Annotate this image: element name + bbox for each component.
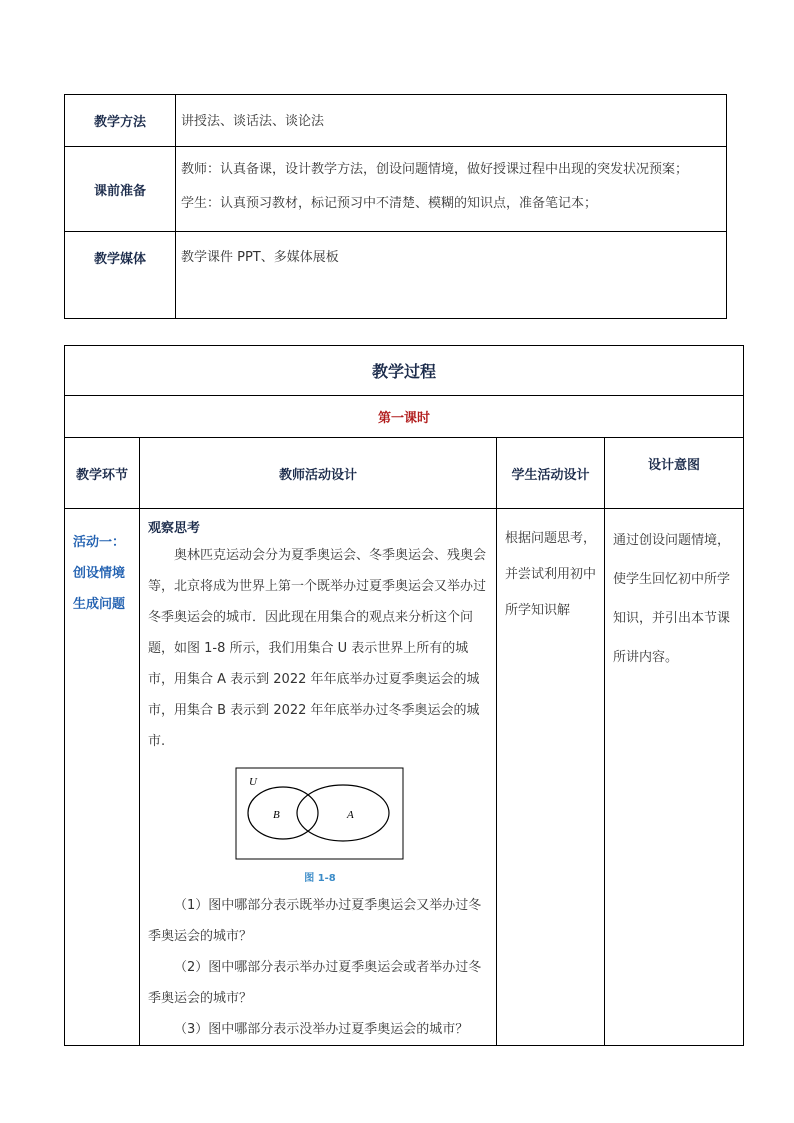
subhead: 观察思考 bbox=[148, 521, 201, 536]
set-a-ellipse bbox=[297, 785, 389, 841]
process-table bbox=[64, 345, 744, 1046]
intent-cell bbox=[605, 509, 744, 1046]
prep-label: 课前准备 bbox=[65, 147, 176, 232]
period-label: 第一课时 bbox=[65, 396, 744, 438]
student-cell bbox=[497, 509, 605, 1046]
student-activity: 根据问题思考，并尝试利用初中所学知识解 bbox=[505, 531, 597, 618]
header-student: 学生活动设计 bbox=[497, 438, 605, 509]
prep-student: 学生：认真预习教材，标记预习中不清楚、模糊的知识点，准备笔记本； bbox=[181, 196, 598, 211]
venn-diagram bbox=[235, 767, 405, 861]
method-content: 讲授法、谈话法、谈论法 bbox=[176, 95, 727, 147]
label-u: U bbox=[249, 776, 257, 788]
question-2: （2）图中哪部分表示举办过夏季奥运会或者举办过冬季奥运会的城市？ bbox=[148, 960, 482, 1006]
header-intent: 设计意图 bbox=[605, 438, 744, 509]
question-1: （1）图中哪部分表示既举办过夏季奥运会又举办过冬季奥运会的城市？ bbox=[148, 898, 482, 944]
prep-content bbox=[176, 147, 727, 232]
question-3: （3）图中哪部分表示没举办过夏季奥运会的城市？ bbox=[174, 1022, 469, 1037]
stage-cell bbox=[65, 509, 140, 1046]
venn-figure bbox=[235, 767, 405, 884]
stage-line1: 活动一： bbox=[73, 535, 126, 550]
header-stage: 教学环节 bbox=[65, 438, 140, 509]
process-title: 教学过程 bbox=[65, 346, 744, 396]
figure-caption: 图 1-8 bbox=[304, 873, 336, 884]
info-table bbox=[64, 94, 727, 319]
activity-paragraph: 奥林匹克运动会分为夏季奥运会、冬季奥运会、残奥会等，北京将成为世界上第一个既举办过夏季奥运会又举办过冬季奥运会的城市．因此现在用集合的观点来分析这个问题，如图 1-8 所示，我们用集合 U 表示世界上所有的城市，用集合 A 表示到 2022 年年底举办过夏季奥运会的城市，用集合 B 表示到 2022 年年底举办过冬季奥运会的城市. bbox=[148, 548, 487, 749]
universe-rect bbox=[236, 768, 403, 859]
stage-line2: 创设情境 bbox=[73, 566, 126, 581]
teacher-cell bbox=[140, 509, 497, 1046]
label-a: A bbox=[347, 809, 354, 821]
stage-line3: 生成问题 bbox=[73, 597, 126, 612]
design-intent: 通过创设问题情境，使学生回忆初中所学知识，并引出本节课所讲内容。 bbox=[613, 533, 731, 665]
prep-teacher: 教师：认真备课，设计教学方法，创设问题情境，做好授课过程中出现的突发状况预案； bbox=[181, 162, 689, 177]
media-content: 教学课件 PPT、多媒体展板 bbox=[176, 232, 727, 319]
media-label: 教学媒体 bbox=[65, 232, 176, 319]
method-label: 教学方法 bbox=[65, 95, 176, 147]
header-teacher: 教师活动设计 bbox=[140, 438, 497, 509]
label-b: B bbox=[273, 809, 280, 821]
